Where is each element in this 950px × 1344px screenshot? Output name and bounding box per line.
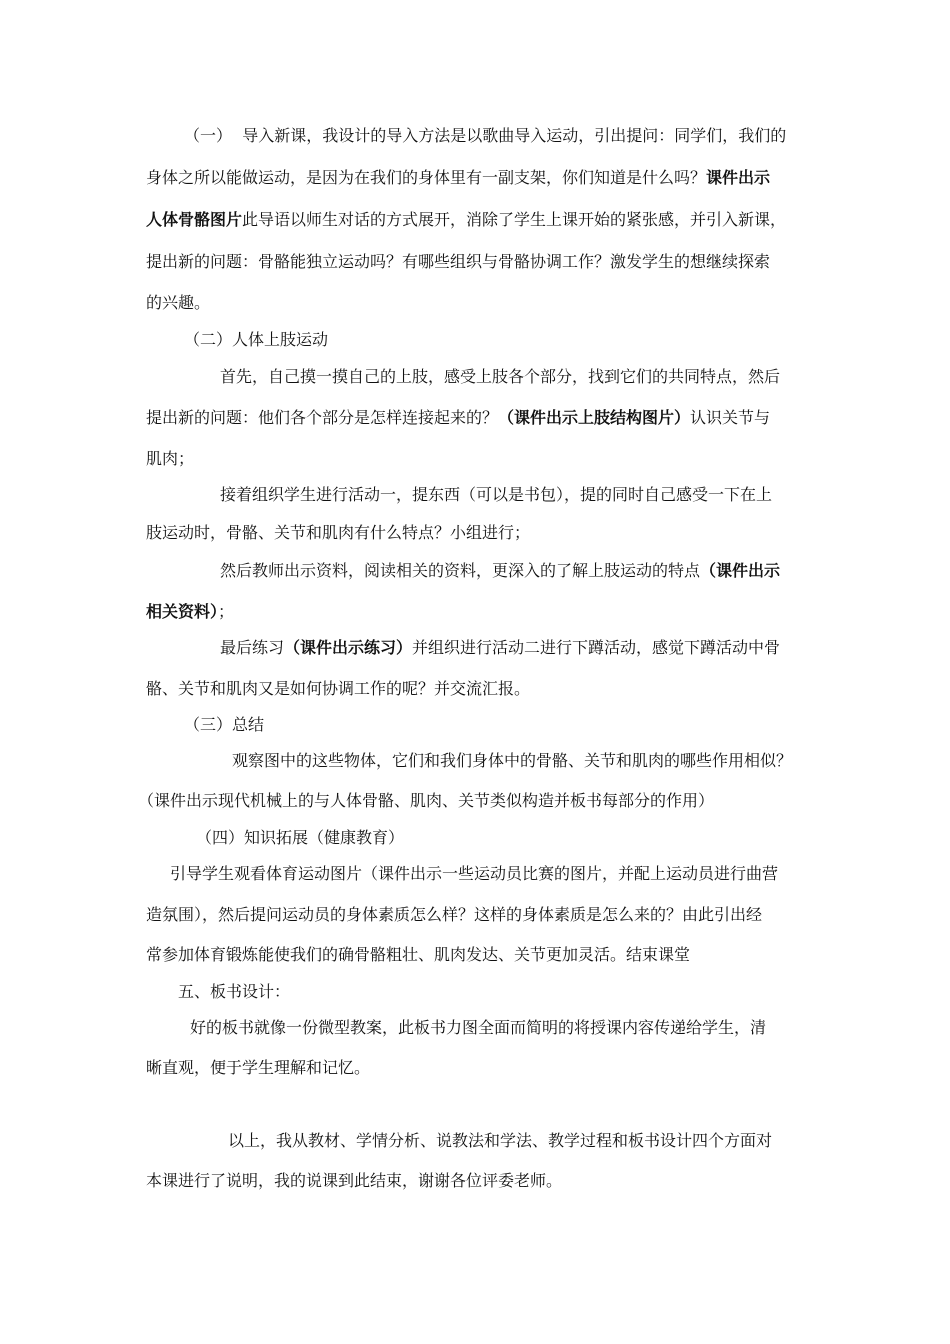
section4-paragraph-line: 引导学生观看体育运动图片（课件出示一些运动员比赛的图片，并配上运动员进行曲营 <box>170 864 779 883</box>
section2-paragraph-line: 骼、关节和肌肉又是如何协调工作的呢？并交流汇报。 <box>146 679 531 698</box>
section4-paragraph-line: 造氛围），然后提问运动员的身体素质怎么样？这样的身体素质是怎么来的？由此引出经 <box>146 905 763 924</box>
closing-paragraph-line: 以上，我从教材、学情分析、说教法和学法、教学过程和板书设计四个方面对 <box>228 1131 773 1150</box>
section1-paragraph-line: 的兴趣。 <box>146 293 211 312</box>
section5-paragraph-line: 晰直观，便于学生理解和记忆。 <box>146 1058 371 1077</box>
section2-paragraph-line: 肢运动时，骨骼、关节和肌肉有什么特点？小组进行； <box>146 523 531 542</box>
bold-courseware-note: （课件出示练习） <box>284 638 413 657</box>
section1-paragraph-line: 提出新的问题：骨骼能独立运动吗？有哪些组织与骨骼协调工作？激发学生的想继续探索 <box>146 252 771 271</box>
closing-paragraph-line: 本课进行了说明，我的说课到此结束，谢谢各位评委老师。 <box>146 1171 563 1190</box>
section3-paragraph-line: 观察图中的这些物体，它们和我们身体中的骨骼、关节和肌肉的哪些作用相似？ <box>232 751 793 770</box>
bold-courseware-note: （课件出示 <box>700 561 781 580</box>
bold-courseware-note: 相关资料） <box>146 602 219 621</box>
section2-paragraph-line: 接着组织学生进行活动一，提东西（可以是书包），提的同时自己感受一下在上 <box>220 485 773 504</box>
bold-courseware-note: 人体骨骼图片 <box>146 210 243 229</box>
section1-paragraph-line: （一） 导入新课，我设计的导入方法是以歌曲导入运动，引出提问：同学们，我们的 <box>184 126 787 145</box>
section2-paragraph-line: 肌肉； <box>146 449 195 468</box>
section2-paragraph-line: 提出新的问题：他们各个部分是怎样连接起来的？（课件出示上肢结构图片）认识关节与 <box>146 408 771 427</box>
section2-paragraph-line: 最后练习（课件出示练习）并组织进行活动二进行下蹲活动，感觉下蹲活动中骨 <box>220 638 781 657</box>
section4-paragraph-line: 常参加体育锻炼能使我们的确骨骼粗壮、肌肉发达、关节更加灵活。结束课堂 <box>146 945 691 964</box>
section3-heading: （三）总结 <box>184 715 265 734</box>
section2-heading: （二）人体上肢运动 <box>184 330 329 349</box>
section3-paragraph-line: （课件出示现代机械上的与人体骨骼、肌肉、关节类似构造并板书每部分的作用） <box>138 791 715 810</box>
section1-heading: （一） <box>184 126 233 145</box>
section2-paragraph-line: 相关资料）； <box>146 602 235 621</box>
section5-heading: 五、板书设计： <box>178 982 291 1001</box>
bold-courseware-note: （课件出示上肢结构图片） <box>498 408 691 427</box>
section1-paragraph-line: 人体骨骼图片此导语以师生对话的方式展开，消除了学生上课开始的紧张感，并引入新课， <box>146 210 787 229</box>
section4-heading: （四）知识拓展（健康教育） <box>196 828 405 847</box>
section1-paragraph-line: 身体之所以能做运动，是因为在我们的身体里有一副支架，你们知道是什么吗？课件出示 <box>146 168 771 187</box>
section2-paragraph-line: 首先，自己摸一摸自己的上肢，感受上肢各个部分，找到它们的共同特点，然后 <box>220 367 781 386</box>
section5-paragraph-line: 好的板书就像一份微型教案，此板书力图全面而简明的将授课内容传递给学生，清 <box>190 1018 767 1037</box>
section2-paragraph-line: 然后教师出示资料，阅读相关的资料，更深入的了解上肢运动的特点（课件出示 <box>220 561 781 580</box>
bold-courseware-note: 课件出示 <box>706 168 771 187</box>
